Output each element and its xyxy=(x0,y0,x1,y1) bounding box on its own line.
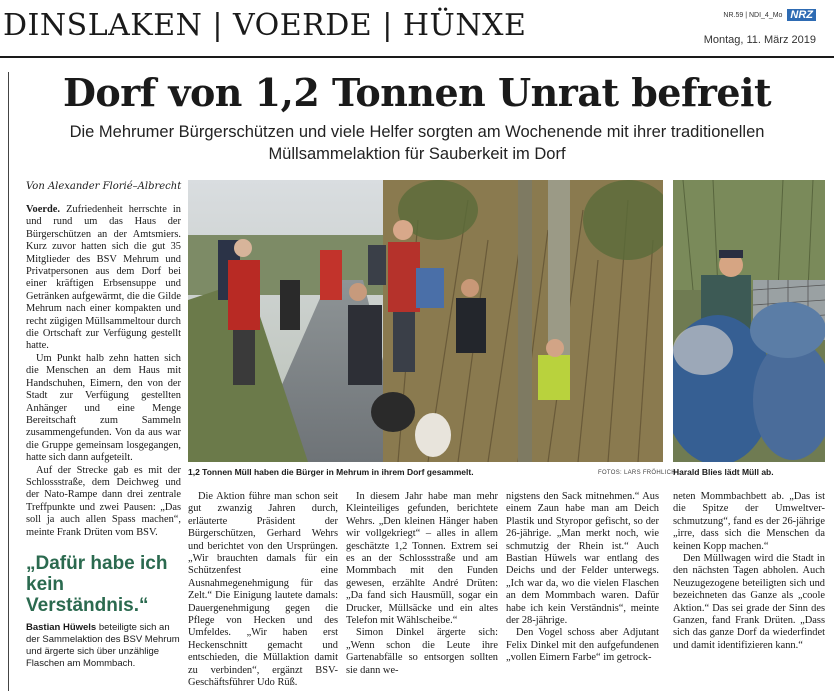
paragraph xyxy=(26,204,181,353)
article-subheadline: Die Mehrumer Bürgerschützen und viele Helfer sorgten am Wochenende mit ihrer traditionellen Müllsammelaktion für Sauberkeit im Dorf xyxy=(69,123,765,163)
header-divider xyxy=(0,56,834,58)
paragraph: Um Punkt halb zehn hatten sich die Menschen an dem Haus mit Handschuhen, Eimern, den von der Stadt zur Verfügung gestellten Anhänger und eine Menge Bereitschaft zum Sammeln zusammengefunden. Von da aus war die Gruppe gemeinsam losgegangen, hatte sich dann aufgeteilt. xyxy=(26,352,181,464)
pull-quote-name: Bastian Hüwels xyxy=(26,622,97,633)
photo-credit: FOTOS: LARS FRÖHLICH xyxy=(598,470,676,476)
paragraph-text: Zufriedenheit herrschte in und rund um das Haus der Bürgerschützen an der Amtsmiers. Kurz zuvor hatten sich die gut 35 Mitglieder des BSV Mehrum und Privatpersonen aus dem Dorf bei einer kräftigen Erbsensuppe und Getränken aufgewärmt, die die Gilde Mehrum nach einer kompakten und recht zügigen Müllsammeltour durch die Ortschaft zur Verfügung gestellt hatte. xyxy=(26,204,181,352)
paragraph: Den Müllwagen wird die Stadt in den nächsten Tagen abholen. Auch Neuzugezogene beteiligten sich und bezeichneten das Ganze als „coole Aktion.“ Das sei grade der Sinn des Ganzen, fand Frank Drüten. „Dass sich das ganze Dorf da wiederfindet und damit identifizieren kann.“ xyxy=(673,553,825,651)
side-photo-caption: Harald Blies lädt Müll ab. xyxy=(673,467,774,477)
pull-quote-text xyxy=(26,622,181,670)
paragraph: Simon Dinkel ärgerte sich: „Wenn schon die Leute ihre Gartenabfälle so entsorgen sollten sie dann we- xyxy=(346,627,498,676)
article-column-3 xyxy=(346,491,498,677)
section-title: DINSLAKEN | VOERDE | HÜNXE xyxy=(3,8,527,43)
main-photo xyxy=(188,180,663,462)
nrz-logo: NRZ xyxy=(787,9,816,21)
paragraph: nigstens den Sack mitnehmen.“ Aus einem Zaun habe man am Deich Plastik und Styropor gefischt, so der 26-jährige. „Man merkt noch, wie schmutzig der Rhein ist.“ Auch Bastian Hüwels war entlang des Deichs und der Felder unterwegs. „Ich war da, wo die vielen Flaschen an dem Mommbach waren. Dafür habe ich kein Verständnis“, meinte der 28-jährige. xyxy=(506,491,659,627)
article-column-4 xyxy=(506,491,659,665)
article-column-1 xyxy=(26,204,181,539)
paragraph: Den Vogel schoss aber Adjutant Felix Dinkel mit den aufgefundenen „vollen Eimern Farbe“ im getrock- xyxy=(506,627,659,664)
side-photo xyxy=(673,180,825,462)
issue-date: Montag, 11. März 2019 xyxy=(703,34,816,46)
pull-quote-body: beteiligte sich an der Sammelaktion des BSV Mehrum und ärgerte sich über unzählige Flaschen am Mommbach. xyxy=(26,622,180,669)
main-photo-caption: 1,2 Tonnen Müll haben die Bürger in Mehrum in ihrem Dorf gesammelt. xyxy=(188,467,474,477)
pull-quote xyxy=(26,553,181,670)
edition-code: NR.59 | NDI_4_Mo xyxy=(723,11,783,19)
side-photo-illustration xyxy=(673,180,825,462)
dateline: Voerde. xyxy=(26,204,60,215)
byline: Von Alexander Florié–Albrecht xyxy=(26,181,182,192)
article-headline: Dorf von 1,2 Tonnen Unrat befreit xyxy=(62,70,772,115)
paragraph: Die Aktion führe man schon seit gut zwanzig Jahren durch, erläuterte Präsident der Bürgerschützen, Gerhard Wehrs und berichtet von den Ursprüngen. „Wir brauchten damals für ein Schützenfest eine Ausnahmegenehmigung für das Zelt.“ Die Einigung lautete damals: Dauergenehmigung gegen die Pflege von Hecken und des Umfeldes. „Wir haben erst Heckenschnitt gemacht und entschieden, die Müllaktion damit zu verbinden“, ergänzt BSV-Geschäftsführer Udo Rüß. xyxy=(188,491,338,689)
article-column-2 xyxy=(188,491,338,690)
paragraph: In diesem Jahr habe man mehr Kleinteiliges gefunden, berichtete Wehrs. „Den kleinen Hänger haben wir vollgekriegt“ – alles in allem geschätzte 1,2 Tonnen. Extrem sei es an der Schlossstraße und am Mommbach mit den Funden gewesen, erzählte André Drüten: „Da fand sich Hausmüll, sogar ein Drucker, Müllsäcke und ein altes Telefon mit Wählscheibe.“ xyxy=(346,491,498,627)
paragraph: neten Mommbachbett ab. „Das ist die Spitze der Umweltver-schmutzung“, fand es der 26-jährige „irre, dass sich die Menschen da keinen Kopp machen.“ xyxy=(673,491,825,552)
main-photo-illustration xyxy=(188,180,663,462)
article-column-5 xyxy=(673,491,825,652)
paragraph: Auf der Strecke gab es mit der Schlossstraße, dem Deichweg und der Nato-Rampe dann drei zentrale Treffpunkte und zwei Pausen: „Das soll ja auch allen Spass machen“, meinte Frank Drüten vom BSV. xyxy=(26,464,181,538)
edition-info xyxy=(723,9,816,21)
left-column-rule xyxy=(8,72,9,691)
pull-quote-title: „Dafür habe ich kein Verständnis.“ xyxy=(26,553,168,616)
